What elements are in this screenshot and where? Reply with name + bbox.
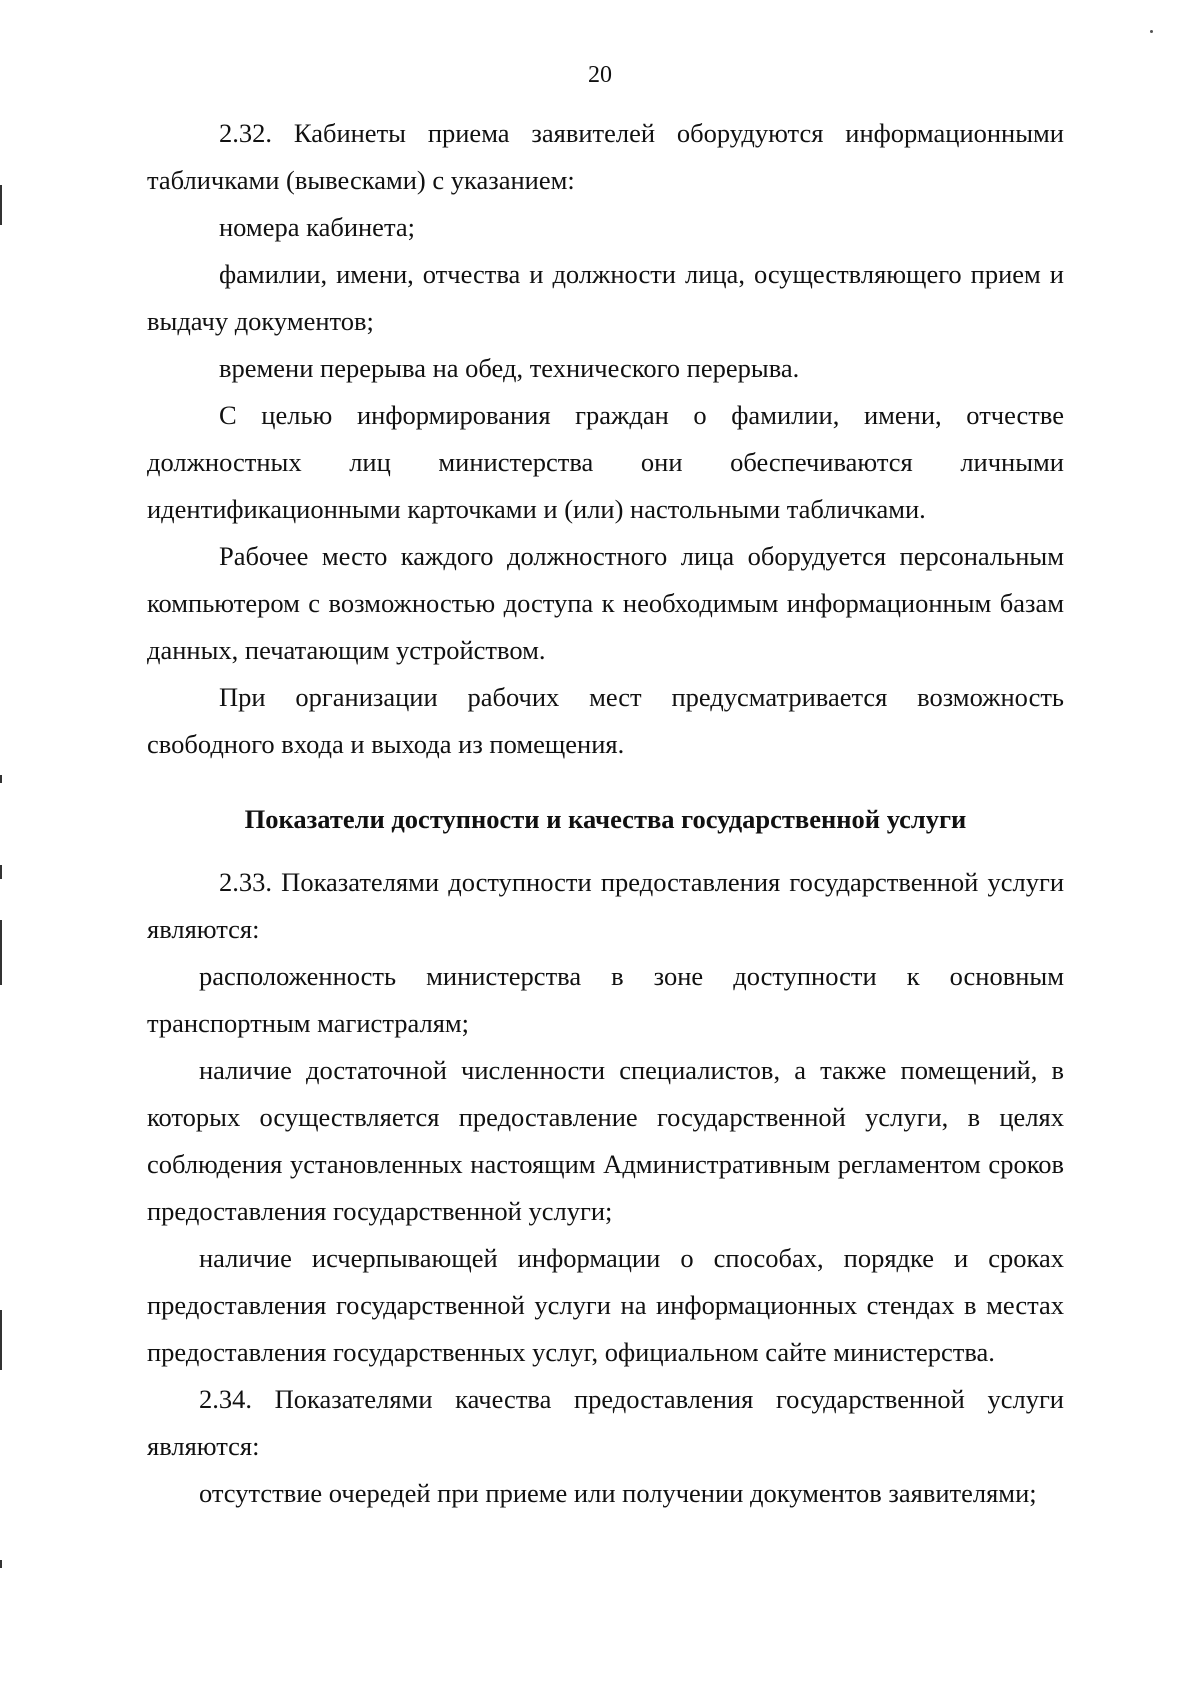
paragraph: номера кабинета;	[219, 212, 415, 242]
scan-speck	[1150, 30, 1153, 33]
paragraph: С целью информирования граждан о фамилии, имени, отчестве должностных лиц министерства они обеспечиваются личными идентификационными карточками и (или) настольными табличками.	[147, 400, 1064, 524]
scan-edge-mark	[0, 185, 2, 225]
paragraph: отсутствие очередей при приеме или получении документов заявителями;	[199, 1478, 1037, 1508]
section-heading: Показатели доступности и качества государственной услуги	[244, 804, 967, 834]
paragraph-group-before	[147, 110, 1064, 768]
paragraph: При организации рабочих мест предусматривается возможность свободного входа и выхода из помещения.	[147, 682, 1064, 759]
page-number: 20	[588, 62, 612, 88]
paragraph: наличие исчерпывающей информации о способах, порядке и сроках предоставления государственной услуги на информационных стендах в местах предоставления государственных услуг, официальном сайте министерства.	[147, 1243, 1064, 1367]
scan-edge-mark	[0, 775, 2, 783]
paragraph: времени перерыва на обед, технического перерыва.	[219, 353, 800, 383]
scan-edge-mark	[0, 1310, 2, 1370]
paragraph: расположенность министерства в зоне доступности к основным транспортным магистралям;	[147, 961, 1064, 1038]
paragraph: Рабочее место каждого должностного лица оборудуется персональным компьютером с возможностью доступа к необходимым информационным базам данных, печатающим устройством.	[147, 541, 1064, 665]
paragraph: 2.33. Показателями доступности предоставления государственной услуги являются:	[147, 867, 1064, 944]
paragraph: 2.34. Показателями качества предоставления государственной услуги являются:	[147, 1384, 1064, 1461]
paragraph: фамилии, имени, отчества и должности лица, осуществляющего прием и выдачу документов;	[147, 259, 1064, 336]
paragraph: наличие достаточной численности специалистов, а также помещений, в которых осуществляется предоставление государственной услуги, в целях соблюдения установленных настоящим Административным регламентом сроков предоставления государственной услуги;	[147, 1055, 1064, 1226]
paragraph-group-after	[147, 859, 1064, 1517]
scan-edge-mark	[0, 865, 2, 879]
paragraph: 2.32. Кабинеты приема заявителей оборудуются информационными табличками (вывесками) с указанием:	[147, 118, 1064, 195]
scan-edge-mark	[0, 920, 2, 985]
document-body	[147, 110, 1064, 1517]
scan-edge-mark	[0, 1560, 2, 1568]
